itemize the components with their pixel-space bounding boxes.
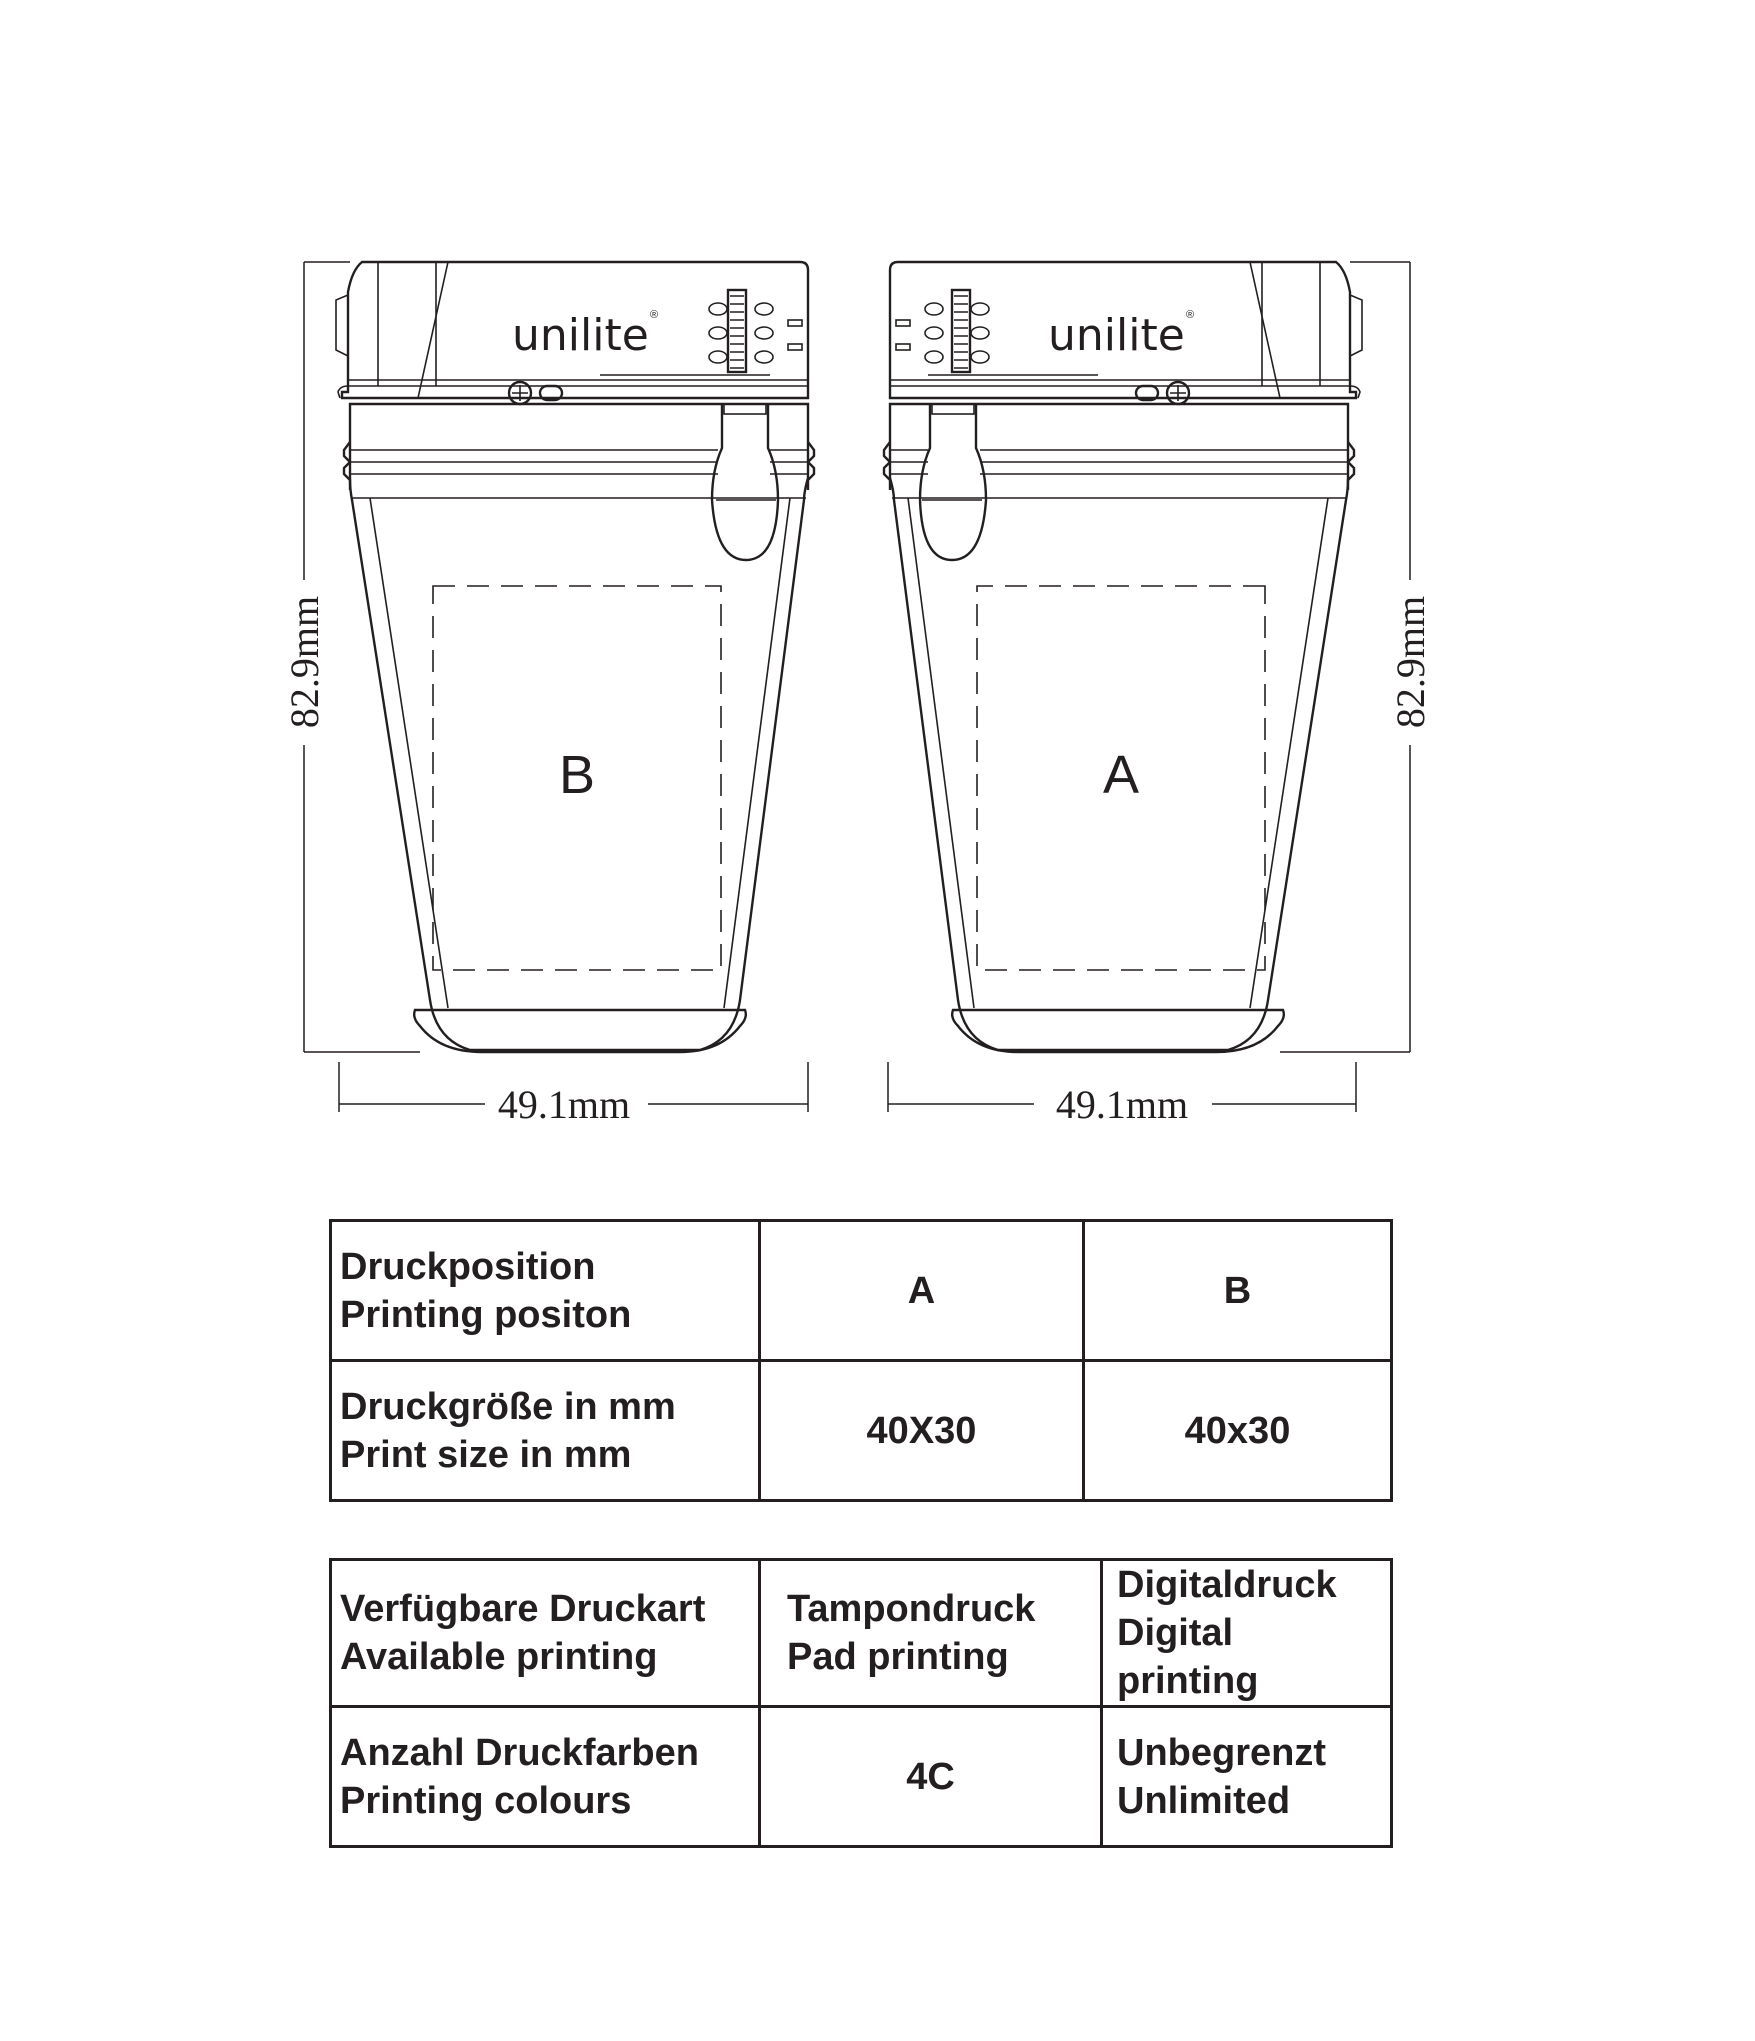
table-cell-size-a: 40X30 [760, 1361, 1084, 1501]
right-height-dimension: 82.9mm [1388, 595, 1433, 729]
method-a-de: Tampondruck [787, 1588, 1036, 1630]
label-en: Printing colours [340, 1779, 632, 1822]
method-b-de: Digitaldruck [1117, 1564, 1337, 1606]
table-cell-colours-b [1102, 1707, 1392, 1847]
method-b-en: Digital printing [1117, 1612, 1259, 1702]
label-en: Available printing [340, 1636, 658, 1678]
method-a-en: Pad printing [787, 1636, 1009, 1678]
left-brand-logo: unilite [512, 310, 649, 361]
left-width-dimension: 49.1mm [497, 1082, 631, 1127]
label-de: Druckgröße in mm [340, 1385, 676, 1428]
label-de: Verfügbare Druckart [340, 1588, 706, 1630]
table-cell-position-a: A [760, 1221, 1084, 1361]
label-de: Anzahl Druckfarben [340, 1731, 699, 1774]
lighter-right-view [884, 262, 1433, 1127]
left-height-dimension: 82.9mm [282, 595, 327, 729]
colours-b-de: Unbegrenzt [1117, 1731, 1326, 1774]
left-registered-mark: ® [650, 309, 659, 321]
table-cell-label [331, 1221, 760, 1361]
print-area-b-label: B [558, 745, 596, 805]
right-width-dimension: 49.1mm [1055, 1082, 1189, 1127]
right-registered-mark: ® [1186, 309, 1195, 321]
label-en: Printing positon [340, 1293, 632, 1336]
table-cell-label [331, 1707, 760, 1847]
print-position-table [329, 1219, 1393, 1502]
print-area-a-label: A [1102, 745, 1140, 805]
colours-b-en: Unlimited [1117, 1779, 1291, 1822]
table-cell-method-a [760, 1560, 1102, 1707]
printing-method-table [329, 1558, 1393, 1848]
label-en: Print size in mm [340, 1433, 632, 1476]
table-cell-label [331, 1560, 760, 1707]
label-de: Druckposition [340, 1245, 596, 1288]
table-row [331, 1221, 1392, 1361]
table-row [331, 1707, 1392, 1847]
table-cell-method-b [1102, 1560, 1392, 1707]
table-cell-size-b: 40x30 [1084, 1361, 1392, 1501]
table-cell-label [331, 1361, 760, 1501]
table-row [331, 1361, 1392, 1501]
table-cell-position-b: B [1084, 1221, 1392, 1361]
table-cell-colours-a: 4C [760, 1707, 1102, 1847]
right-brand-logo: unilite [1048, 310, 1185, 361]
lighter-left-view [282, 262, 814, 1127]
table-row [331, 1560, 1392, 1707]
